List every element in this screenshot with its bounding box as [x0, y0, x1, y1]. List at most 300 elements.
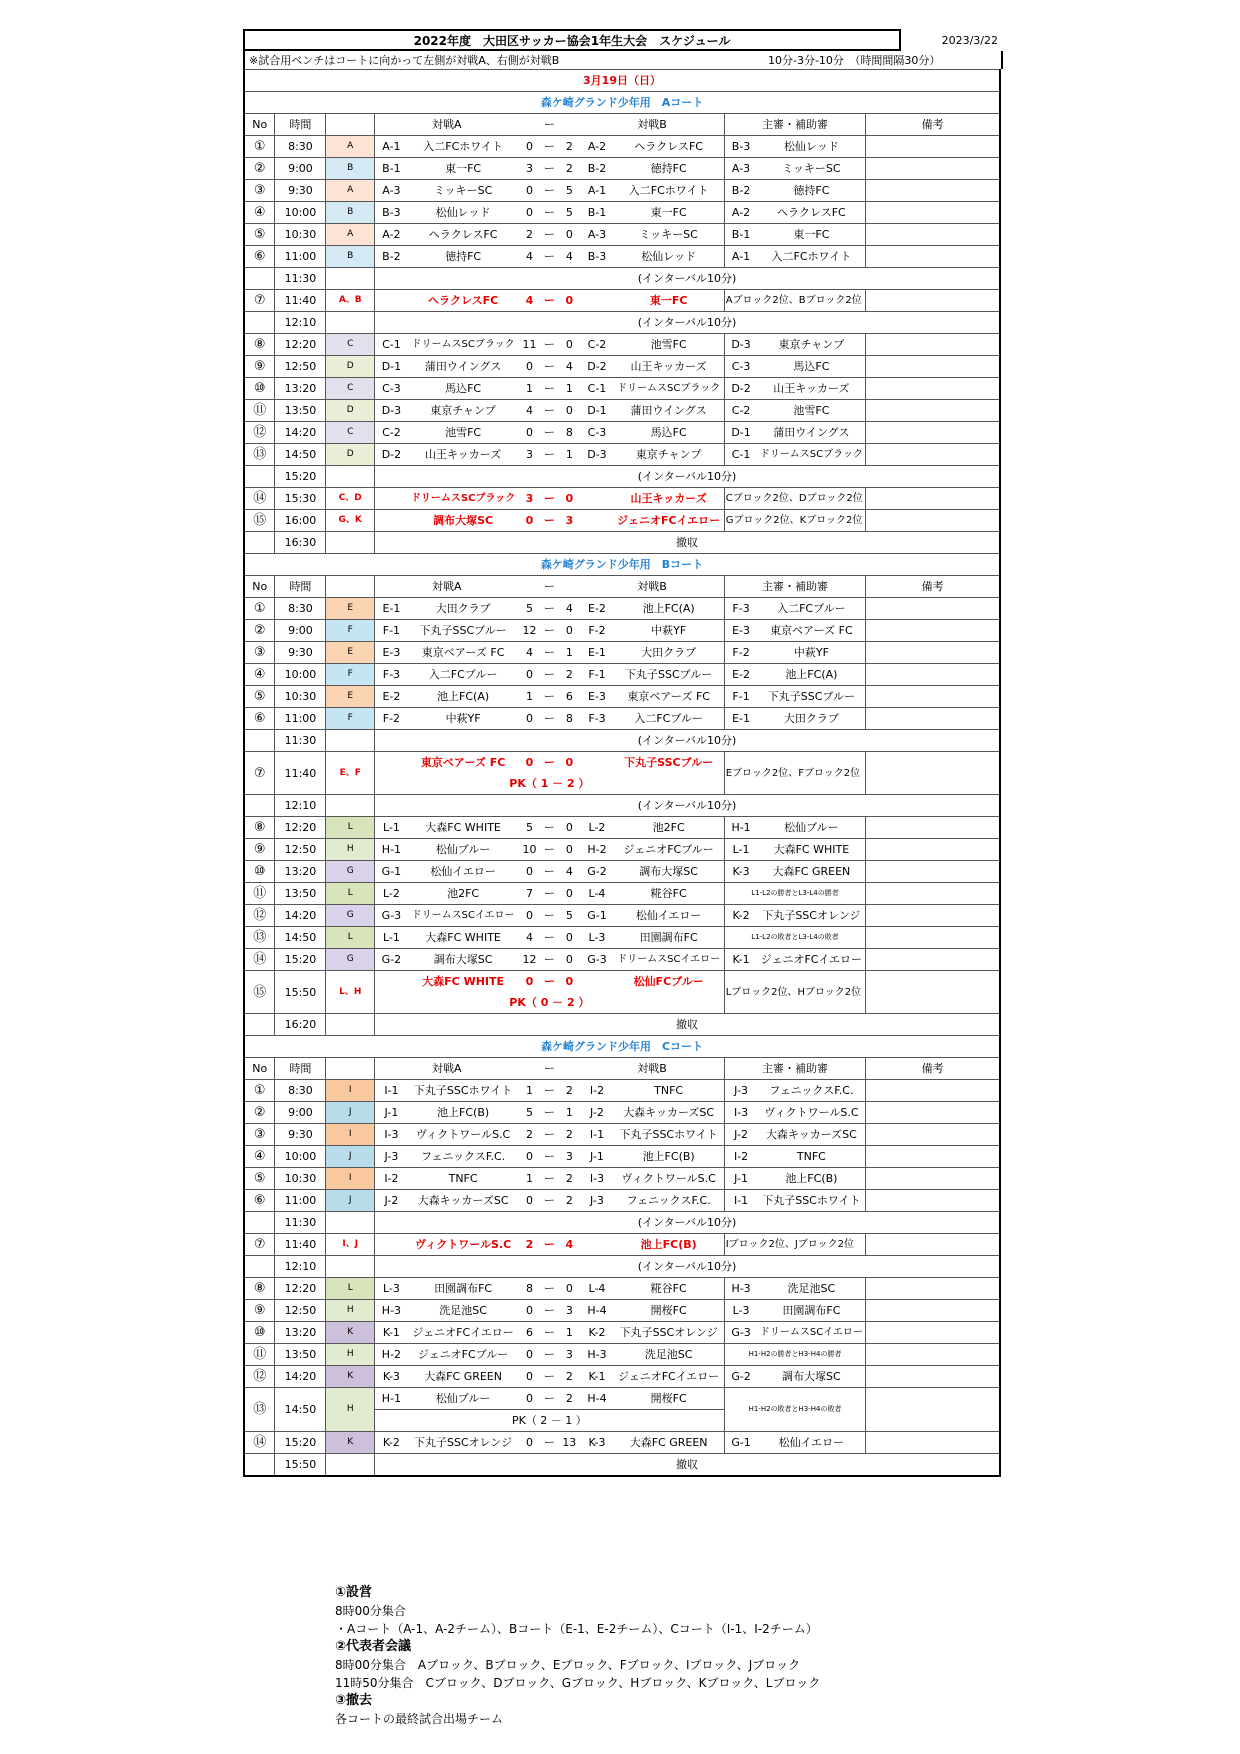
score-b: 2	[558, 136, 580, 158]
remarks-cell	[866, 334, 1000, 356]
group-badge: E	[326, 686, 375, 708]
referee-code: J-3	[724, 1080, 757, 1102]
referee-name: 池上FC(A)	[757, 664, 865, 686]
team-b-name: TNFC	[614, 1080, 725, 1102]
remarks-cell	[866, 510, 1000, 532]
team-b-code: G-1	[580, 905, 613, 927]
team-b-name: ヘラクレスFC	[614, 136, 725, 158]
remarks-cell	[866, 708, 1000, 730]
pk-score: PK（ 2 － 1 ）	[375, 1410, 725, 1432]
referee-name: 東京チャンプ	[757, 334, 865, 356]
remarks-cell	[866, 905, 1000, 927]
column-header-row	[244, 576, 1000, 598]
referee-name: 池雪FC	[757, 400, 865, 422]
match-row	[244, 1124, 1000, 1146]
match-row	[244, 400, 1000, 422]
team-a-name: ヴィクトワールS.C	[408, 1124, 519, 1146]
score-a: 0	[518, 510, 540, 532]
score-a: 4	[518, 400, 540, 422]
match-no: ⑬	[244, 1388, 275, 1432]
match-time: 10:00	[275, 664, 326, 686]
referee-code: F-3	[724, 598, 757, 620]
team-b-name: 入二FCホワイト	[614, 180, 725, 202]
match-time: 12:50	[275, 356, 326, 378]
interval-row	[244, 1212, 1000, 1234]
team-b-code: J-1	[580, 1146, 613, 1168]
match-no: ⑩	[244, 378, 275, 400]
court-title-row	[244, 554, 1000, 576]
match-no: ④	[244, 1146, 275, 1168]
team-b-name: 開桜FC	[614, 1300, 725, 1322]
team-b-name: 池上FC(A)	[614, 598, 725, 620]
remarks-cell	[866, 664, 1000, 686]
match-time: 15:20	[275, 949, 326, 971]
group-badge: K	[326, 1432, 375, 1454]
score-b: 4	[558, 246, 580, 268]
team-b-code: E-3	[580, 686, 613, 708]
group-badge: H	[326, 839, 375, 861]
match-row	[244, 378, 1000, 400]
referee-name: 田園調布FC	[757, 1300, 865, 1322]
score-b: 2	[558, 664, 580, 686]
referee-note: Aブロック2位、Bブロック2位	[724, 290, 866, 312]
match-time: 13:50	[275, 1344, 326, 1366]
final-match-row	[244, 290, 1000, 312]
referee-code: E-2	[724, 664, 757, 686]
score-a: 0	[518, 1344, 540, 1366]
team-a-code: L-2	[375, 883, 408, 905]
team-b-name: 山王キッカーズ	[614, 488, 725, 510]
score-a: 1	[518, 1168, 540, 1190]
col-team-b: 対戦B	[580, 114, 724, 136]
score-dash: ー	[541, 927, 559, 949]
score-a: 5	[518, 817, 540, 839]
score-a: 5	[518, 598, 540, 620]
group-badge: E、F	[326, 752, 375, 795]
team-b-name: 大田クラブ	[614, 642, 725, 664]
match-no: ⑭	[244, 1432, 275, 1454]
match-row	[244, 905, 1000, 927]
team-b-name: 東一FC	[614, 202, 725, 224]
referee-code: K-3	[724, 861, 757, 883]
score-a: 0	[518, 1190, 540, 1212]
score-dash: ー	[541, 1168, 559, 1190]
score-a: 0	[518, 664, 540, 686]
group-badge: J	[326, 1190, 375, 1212]
score-dash: ー	[541, 839, 559, 861]
group-badge: B	[326, 158, 375, 180]
match-no	[244, 730, 275, 752]
referee-code: A-3	[724, 158, 757, 180]
team-a-code: E-3	[375, 642, 408, 664]
match-no	[244, 1454, 275, 1477]
score-b: 8	[558, 422, 580, 444]
score-dash: ー	[541, 1300, 559, 1322]
match-time: 16:00	[275, 510, 326, 532]
team-b-code: C-3	[580, 422, 613, 444]
match-no: ⑨	[244, 839, 275, 861]
court-title: 森ケ崎グランド少年用 Bコート	[244, 554, 1000, 576]
match-no	[244, 1014, 275, 1036]
score-b: 2	[558, 1366, 580, 1388]
team-b-name: 糀谷FC	[614, 883, 725, 905]
match-no: ⑥	[244, 708, 275, 730]
score-a: 11	[518, 334, 540, 356]
team-a-code	[375, 488, 408, 510]
col-team-a: 対戦A	[375, 1058, 519, 1080]
match-row	[244, 598, 1000, 620]
score-a: 2	[518, 1124, 540, 1146]
referee-name: ドリームスSCブラック	[757, 444, 865, 466]
match-time: 8:30	[275, 1080, 326, 1102]
match-time: 8:30	[275, 136, 326, 158]
team-a-code	[375, 971, 408, 993]
remarks-cell	[866, 136, 1000, 158]
referee-name: 入二FCブルー	[757, 598, 865, 620]
match-no: ⑫	[244, 905, 275, 927]
referee-code: C-2	[724, 400, 757, 422]
match-no: ③	[244, 1124, 275, 1146]
team-a-name: ドリームスSCブラック	[408, 488, 519, 510]
team-a-name: 池雪FC	[408, 422, 519, 444]
match-no: ⑭	[244, 949, 275, 971]
team-a-name: 下丸子SSCブルー	[408, 620, 519, 642]
team-a-name: 下丸子SSCホワイト	[408, 1080, 519, 1102]
team-b-code: H-2	[580, 839, 613, 861]
remarks-cell	[866, 1102, 1000, 1124]
match-row	[244, 1168, 1000, 1190]
referee-code: L-3	[724, 1300, 757, 1322]
team-a-code: K-1	[375, 1322, 408, 1344]
remarks-cell	[866, 883, 1000, 905]
remarks-cell	[866, 422, 1000, 444]
match-no	[244, 795, 275, 817]
team-b-code: D-3	[580, 444, 613, 466]
team-a-name: ヴィクトワールS.C	[408, 1234, 519, 1256]
match-row	[244, 839, 1000, 861]
score-b: 2	[558, 1168, 580, 1190]
match-time: 9:00	[275, 1102, 326, 1124]
remarks-cell	[866, 400, 1000, 422]
score-dash: ー	[541, 1344, 559, 1366]
score-dash: ー	[541, 1388, 559, 1410]
team-a-code: I-1	[375, 1080, 408, 1102]
score-dash: ー	[541, 1234, 559, 1256]
match-row	[244, 883, 1000, 905]
group-badge: E	[326, 642, 375, 664]
note-heading: ③撤去	[335, 1693, 373, 1708]
score-b: 0	[558, 752, 580, 774]
group-badge	[326, 1014, 375, 1036]
score-b: 8	[558, 708, 580, 730]
match-row	[244, 224, 1000, 246]
team-a-name: TNFC	[408, 1168, 519, 1190]
team-b-name: ジェニオFCイエロー	[614, 510, 725, 532]
referee-code: K-2	[724, 905, 757, 927]
team-a-code: F-1	[375, 620, 408, 642]
referee-code: G-2	[724, 1366, 757, 1388]
score-a: 4	[518, 290, 540, 312]
referee-note: H1-H2の勝者とH3-H4の勝者	[724, 1344, 866, 1366]
interval-row	[244, 532, 1000, 554]
score-a: 12	[518, 949, 540, 971]
score-a: 0	[518, 971, 540, 993]
team-a-code: B-2	[375, 246, 408, 268]
referee-code: E-1	[724, 708, 757, 730]
team-a-code: K-3	[375, 1366, 408, 1388]
score-b: 0	[558, 971, 580, 993]
interval-row	[244, 1014, 1000, 1036]
team-a-name: 池上FC(A)	[408, 686, 519, 708]
match-no: ③	[244, 180, 275, 202]
team-a-name: 大森キッカーズSC	[408, 1190, 519, 1212]
team-a-code: B-1	[375, 158, 408, 180]
team-b-code: C-2	[580, 334, 613, 356]
team-b-code: H-3	[580, 1344, 613, 1366]
team-b-code: G-3	[580, 949, 613, 971]
match-no: ⑧	[244, 334, 275, 356]
team-a-code: H-3	[375, 1300, 408, 1322]
team-a-name: 松仙ブルー	[408, 839, 519, 861]
score-dash: ー	[541, 1322, 559, 1344]
team-b-code	[580, 488, 613, 510]
team-b-name: ミッキーSC	[614, 224, 725, 246]
score-a: 0	[518, 356, 540, 378]
score-dash: ー	[541, 1146, 559, 1168]
referee-code: I-3	[724, 1102, 757, 1124]
score-b: 3	[558, 1300, 580, 1322]
referee-code: H-3	[724, 1278, 757, 1300]
score-a: 12	[518, 620, 540, 642]
match-time: 11:40	[275, 752, 326, 795]
interval-text: (インターバル10分)	[375, 1256, 1000, 1278]
team-a-code: I-2	[375, 1168, 408, 1190]
match-no: ⑩	[244, 1322, 275, 1344]
team-a-name: 東京ベアーズ FC	[408, 752, 519, 774]
score-dash: ー	[541, 158, 559, 180]
match-time: 13:20	[275, 861, 326, 883]
col-team-b: 対戦B	[580, 576, 724, 598]
score-b: 1	[558, 642, 580, 664]
referee-name: 下丸子SSCオレンジ	[757, 905, 865, 927]
referee-code: G-1	[724, 1432, 757, 1454]
team-a-name: 中萩YF	[408, 708, 519, 730]
score-dash: ー	[541, 664, 559, 686]
interval-text: (インターバル10分)	[375, 466, 1000, 488]
score-a: 5	[518, 1102, 540, 1124]
team-b-code: J-2	[580, 1102, 613, 1124]
remarks-cell	[866, 642, 1000, 664]
team-a-name: ミッキーSC	[408, 180, 519, 202]
team-a-name: 松仙レッド	[408, 202, 519, 224]
remarks-cell	[866, 1080, 1000, 1102]
column-header-row	[244, 1058, 1000, 1080]
referee-name: 東一FC	[757, 224, 865, 246]
interval-row	[244, 466, 1000, 488]
col-team-a: 対戦A	[375, 114, 519, 136]
match-row	[244, 158, 1000, 180]
team-b-code: K-1	[580, 1366, 613, 1388]
note-line: 各コートの最終試合出場チーム	[335, 1712, 504, 1726]
score-dash: ー	[541, 488, 559, 510]
final-match-row	[244, 488, 1000, 510]
group-badge	[326, 1212, 375, 1234]
team-a-code: K-2	[375, 1432, 408, 1454]
team-a-name: 馬込FC	[408, 378, 519, 400]
team-a-name: 大田クラブ	[408, 598, 519, 620]
remarks-cell	[866, 817, 1000, 839]
referee-name: 蒲田ウイングス	[757, 422, 865, 444]
team-b-name: 池2FC	[614, 817, 725, 839]
match-time: 11:00	[275, 708, 326, 730]
match-row	[244, 686, 1000, 708]
team-b-name: 東京チャンプ	[614, 444, 725, 466]
remarks-cell	[866, 927, 1000, 949]
team-b-name: 徳持FC	[614, 158, 725, 180]
match-time: 11:00	[275, 1190, 326, 1212]
team-b-name: 田園調布FC	[614, 927, 725, 949]
referee-note: Cブロック2位、Dブロック2位	[724, 488, 866, 510]
score-b: 4	[558, 356, 580, 378]
remarks-cell	[866, 1300, 1000, 1322]
match-time: 14:20	[275, 905, 326, 927]
referee-name: 大森FC WHITE	[757, 839, 865, 861]
referee-name: ジェニオFCイエロー	[757, 949, 865, 971]
match-no: ④	[244, 202, 275, 224]
referee-code: L-1	[724, 839, 757, 861]
score-a: 2	[518, 1234, 540, 1256]
team-b-code: I-2	[580, 1080, 613, 1102]
team-b-name: 山王キッカーズ	[614, 356, 725, 378]
team-b-code: L-4	[580, 1278, 613, 1300]
team-a-name: 調布大塚SC	[408, 510, 519, 532]
score-dash: ー	[541, 817, 559, 839]
referee-note: L1-L2の勝者とL3-L4の勝者	[724, 883, 866, 905]
group-badge: C	[326, 334, 375, 356]
score-dash: ー	[541, 1190, 559, 1212]
document-date: 2023/3/22	[941, 33, 998, 47]
team-a-name: 入二FCブルー	[408, 664, 519, 686]
team-b-code: A-1	[580, 180, 613, 202]
score-dash: ー	[541, 642, 559, 664]
team-b-code: H-4	[580, 1300, 613, 1322]
score-dash: ー	[541, 246, 559, 268]
match-time: 12:20	[275, 334, 326, 356]
score-dash: ー	[541, 949, 559, 971]
team-a-code	[375, 290, 408, 312]
remarks-cell	[866, 861, 1000, 883]
team-b-name: 蒲田ウイングス	[614, 400, 725, 422]
group-badge	[326, 268, 375, 290]
group-badge: D	[326, 444, 375, 466]
match-date: 3月19日（日）	[244, 70, 1000, 92]
referee-code: C-1	[724, 444, 757, 466]
match-time: 10:00	[275, 202, 326, 224]
final-match-row	[244, 752, 1000, 774]
team-b-code: D-2	[580, 356, 613, 378]
team-a-code	[375, 752, 408, 774]
group-badge	[326, 730, 375, 752]
match-no: ⑦	[244, 1234, 275, 1256]
team-a-code: G-3	[375, 905, 408, 927]
team-b-code: B-1	[580, 202, 613, 224]
match-no: ⑬	[244, 444, 275, 466]
group-badge: G	[326, 949, 375, 971]
interval-time: 11:30	[275, 730, 326, 752]
team-a-name: 大森FC WHITE	[408, 971, 519, 993]
score-a: 0	[518, 1388, 540, 1410]
referee-note: Eブロック2位、Fブロック2位	[724, 752, 866, 795]
remarks-cell	[866, 1146, 1000, 1168]
referee-name: 東京ベアーズ FC	[757, 620, 865, 642]
score-b: 4	[558, 598, 580, 620]
col-group	[326, 576, 375, 598]
col-no: No	[244, 1058, 275, 1080]
score-dash: ー	[541, 334, 559, 356]
team-a-name: 調布大塚SC	[408, 949, 519, 971]
score-dash: ー	[541, 290, 559, 312]
referee-note: H1-H2の敗者とH3-H4の敗者	[724, 1388, 866, 1432]
match-no: ④	[244, 664, 275, 686]
match-no: ⑬	[244, 927, 275, 949]
interval-row	[244, 730, 1000, 752]
court-title-row	[244, 92, 1000, 114]
team-b-name: 松仙レッド	[614, 246, 725, 268]
referee-name: ヴィクトワールS.C	[757, 1102, 865, 1124]
match-row	[244, 1300, 1000, 1322]
team-b-name: 調布大塚SC	[614, 861, 725, 883]
team-b-code	[580, 290, 613, 312]
remarks-cell	[866, 1344, 1000, 1366]
team-a-code: D-3	[375, 400, 408, 422]
col-group	[326, 114, 375, 136]
team-a-code: A-1	[375, 136, 408, 158]
col-dash: ー	[518, 576, 580, 598]
score-a: 0	[518, 1366, 540, 1388]
match-row	[244, 927, 1000, 949]
score-dash: ー	[541, 202, 559, 224]
score-dash: ー	[541, 905, 559, 927]
team-b-name: 大森FC GREEN	[614, 1432, 725, 1454]
team-a-name: 池上FC(B)	[408, 1102, 519, 1124]
interval-time: 12:10	[275, 795, 326, 817]
match-no: ①	[244, 1080, 275, 1102]
score-b: 0	[558, 817, 580, 839]
referee-name: 入二FCホワイト	[757, 246, 865, 268]
col-remarks: 備考	[866, 576, 1000, 598]
score-dash: ー	[541, 422, 559, 444]
score-b: 2	[558, 1124, 580, 1146]
team-a-code: B-3	[375, 202, 408, 224]
match-time: 9:00	[275, 620, 326, 642]
score-a: 4	[518, 642, 540, 664]
match-time: 14:20	[275, 422, 326, 444]
interval-row	[244, 1454, 1000, 1477]
interval-time: 12:10	[275, 312, 326, 334]
referee-code: H-1	[724, 817, 757, 839]
group-badge	[326, 795, 375, 817]
score-a: 1	[518, 1080, 540, 1102]
match-format: 10分-3分-10分 （時間間隔30分）	[768, 54, 941, 67]
match-time: 9:30	[275, 642, 326, 664]
match-no: ⑤	[244, 1168, 275, 1190]
match-time: 11:40	[275, 290, 326, 312]
interval-time: 16:20	[275, 1014, 326, 1036]
match-row	[244, 356, 1000, 378]
team-a-code: G-2	[375, 949, 408, 971]
match-no: ②	[244, 620, 275, 642]
remarks-cell	[866, 290, 1000, 312]
